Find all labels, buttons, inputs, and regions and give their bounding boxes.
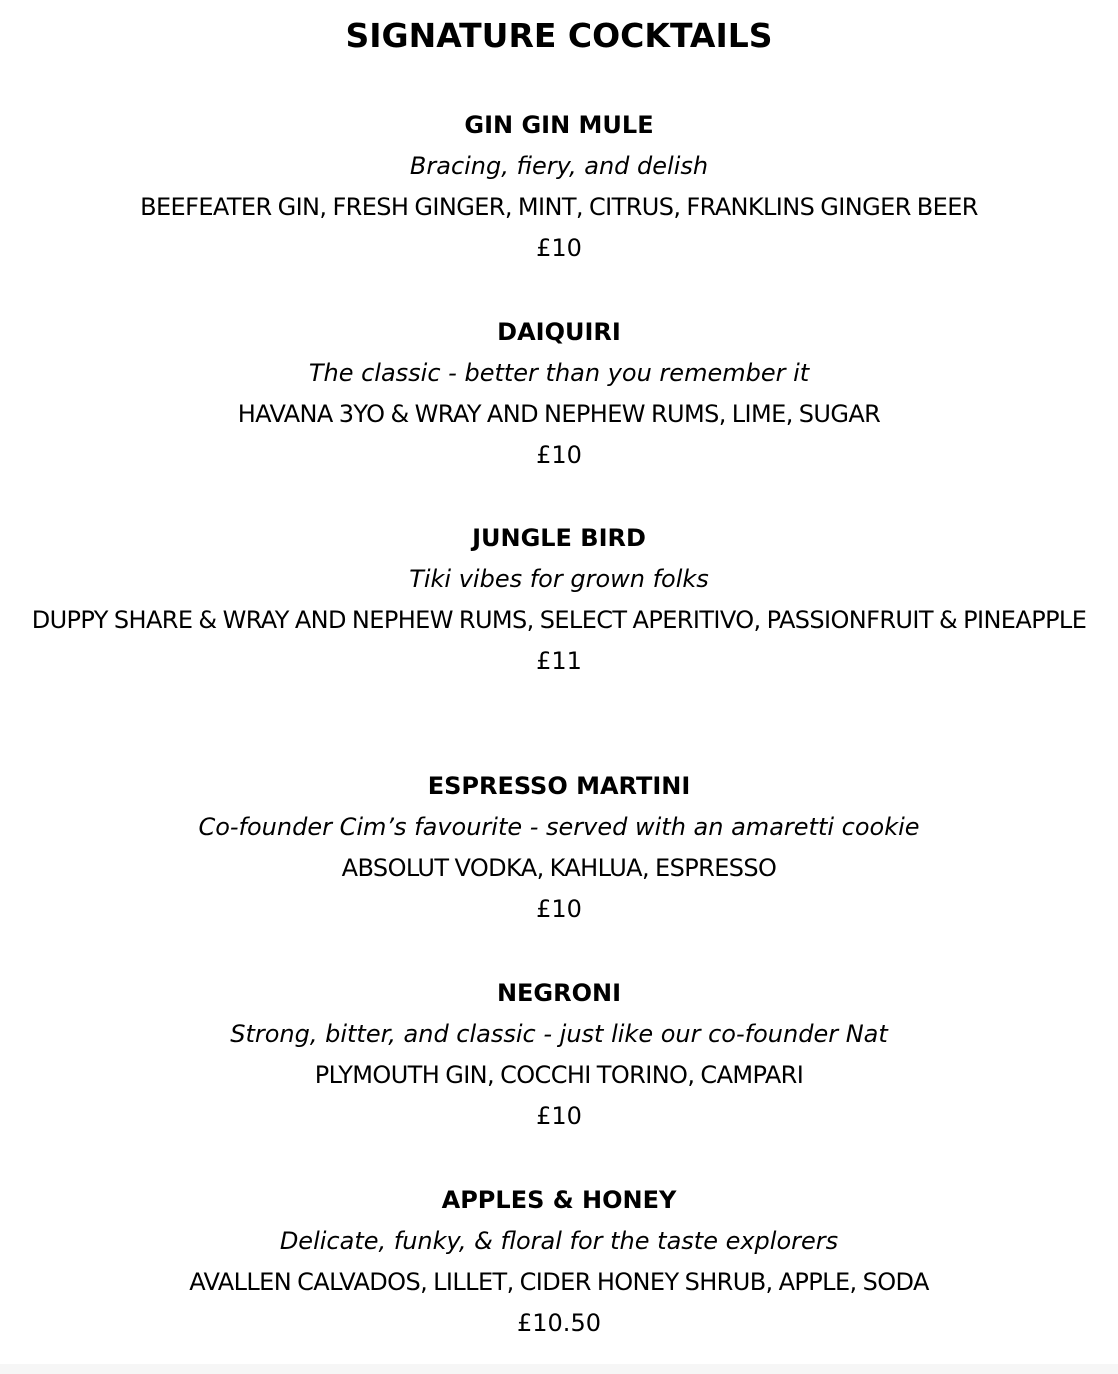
menu-item-ingredients: BEEFEATER GIN, FRESH GINGER, MINT, CITRUS, FRANKLINS GINGER BEER [140,193,978,221]
menu-item-price: £10 [536,234,582,262]
menu-item-ingredients: PLYMOUTH GIN, COCCHI TORINO, CAMPARI [314,1061,804,1089]
menu-item-gin-gin-mule [18,105,1100,269]
menu-item-description: The classic - better than you remember it [308,359,810,387]
menu-item-description: Bracing, fiery, and delish [409,152,709,180]
menu-item-price: £10 [536,895,582,923]
menu-item-description: Tiki vibes for grown folks [409,565,709,593]
menu-item-price: £10.50 [517,1309,601,1337]
page-bottom-edge [0,1364,1118,1374]
menu-item-ingredients: HAVANA 3YO & WRAY AND NEPHEW RUMS, LIME, SUGAR [237,400,881,428]
menu-item-name: JUNGLE BIRD [472,524,646,552]
menu-title: SIGNATURE COCKTAILS [345,16,773,55]
menu-item-price: £11 [536,647,582,675]
menu-item-name: NEGRONI [496,979,622,1007]
menu-item-name: APPLES & HONEY [441,1186,677,1214]
menu-item-price: £10 [536,441,582,469]
menu-item-apples-and-honey [18,1180,1100,1344]
menu-item-name: DAIQUIRI [497,318,621,346]
menu-item-ingredients: ABSOLUT VODKA, KAHLUA, ESPRESSO [341,854,777,882]
menu-item-ingredients: AVALLEN CALVADOS, LILLET, CIDER HONEY SHRUB, APPLE, SODA [189,1268,929,1296]
menu-item-name: ESPRESSO MARTINI [427,772,691,800]
menu-item-jungle-bird [18,518,1100,682]
menu-item-description: Co-founder Cim’s favourite - served with an amaretti cookie [198,813,920,841]
menu-item-description: Strong, bitter, and classic - just like our co-founder Nat [230,1020,888,1048]
menu-item-negroni [18,973,1100,1137]
menu-item-ingredients: DUPPY SHARE & WRAY AND NEPHEW RUMS, SELECT APERITIVO, PASSIONFRUIT & PINEAPPLE [31,606,1087,634]
menu-item-price: £10 [536,1102,582,1130]
menu-item-espresso-martini [18,766,1100,930]
menu-item-description: Delicate, funky, & floral for the taste explorers [279,1227,839,1255]
menu-item-daiquiri [18,312,1100,476]
menu-item-name: GIN GIN MULE [464,111,654,139]
